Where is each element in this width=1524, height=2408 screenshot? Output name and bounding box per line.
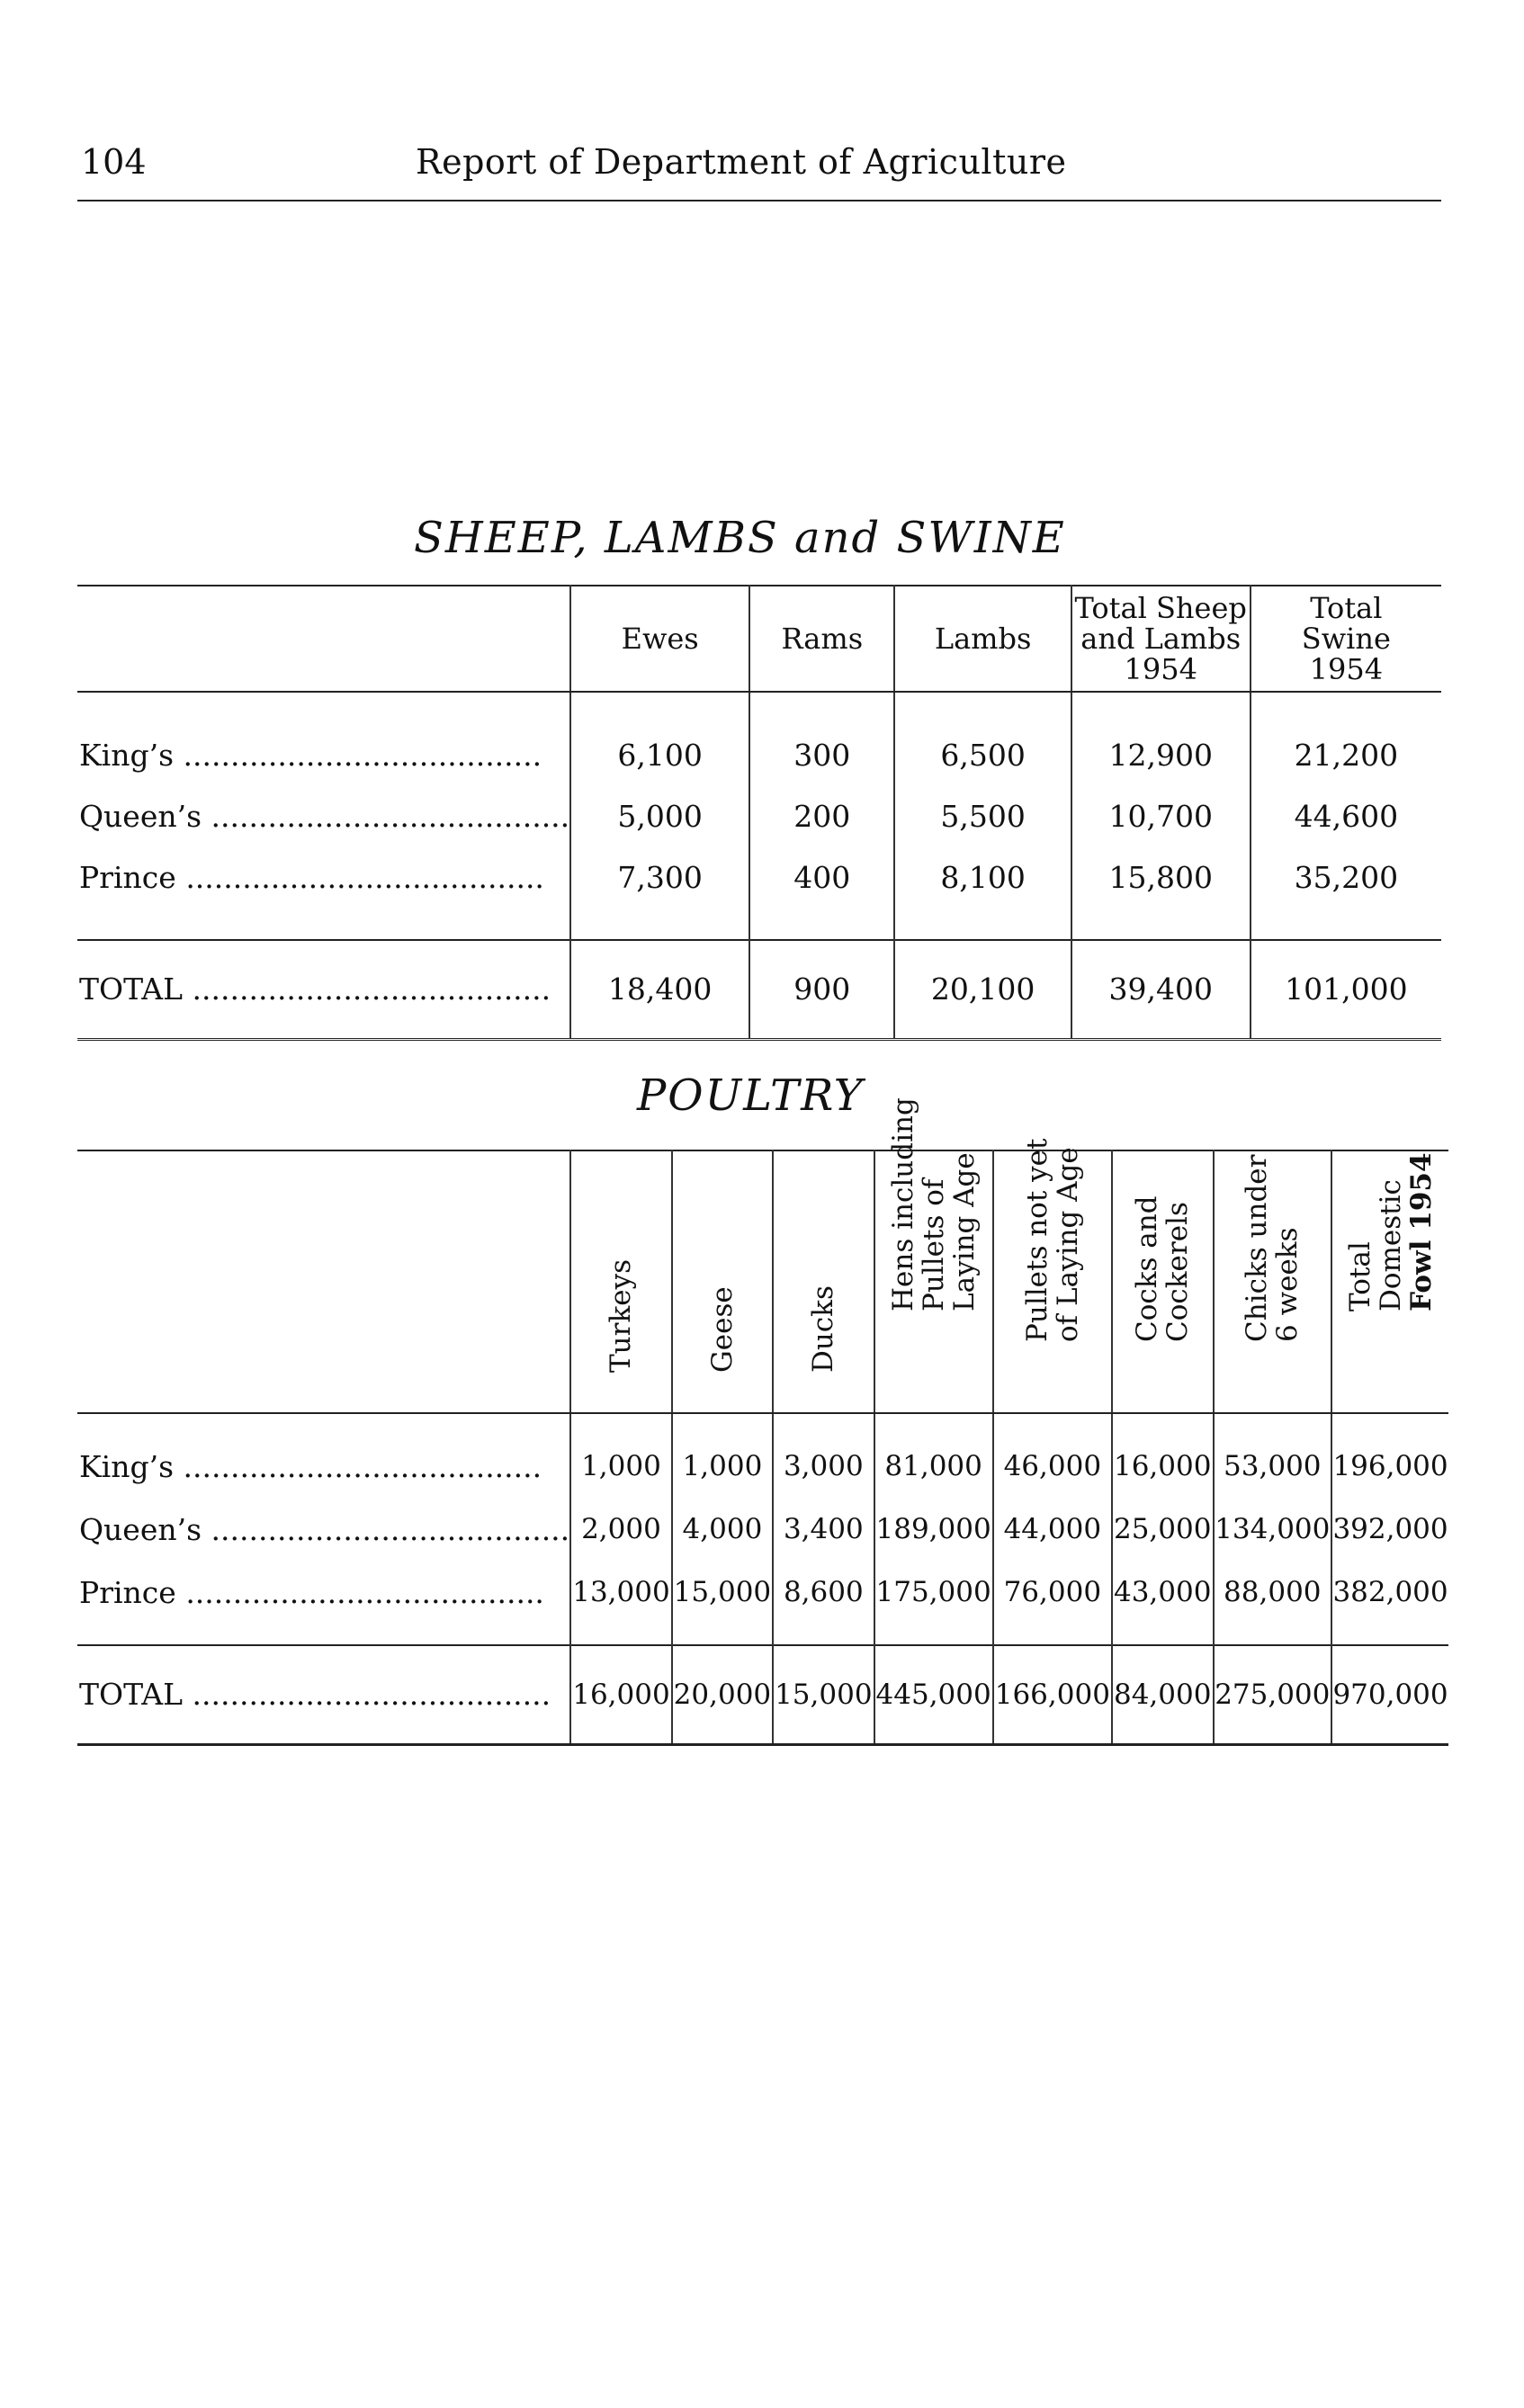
table-cell: 21,200 bbox=[1251, 724, 1441, 785]
col-header-line: 1954 bbox=[1309, 652, 1384, 686]
row-label bbox=[77, 785, 570, 846]
sheep-title-main: SHEEP, LAMBS bbox=[414, 513, 779, 563]
col-header-line: Total bbox=[1310, 591, 1383, 625]
table-cell: 12,900 bbox=[1071, 724, 1251, 785]
page-header bbox=[77, 135, 1441, 201]
table-cell: 10,700 bbox=[1071, 785, 1251, 846]
row-label-text: Queen’s bbox=[79, 798, 202, 834]
table-cell: 44,000 bbox=[993, 1498, 1112, 1561]
table-cell: 39,400 bbox=[1071, 940, 1251, 1039]
table-cell: 3,400 bbox=[773, 1498, 874, 1561]
table-cell: 16,000 bbox=[1112, 1435, 1214, 1498]
table-cell: 166,000 bbox=[993, 1645, 1112, 1744]
table-cell: 196,000 bbox=[1331, 1435, 1448, 1498]
table-cell: 35,200 bbox=[1251, 846, 1441, 908]
col-header-geese bbox=[672, 1150, 773, 1413]
table-cell: 81,000 bbox=[874, 1435, 993, 1498]
table-cell: 53,000 bbox=[1214, 1435, 1332, 1498]
spacer-row bbox=[77, 908, 1441, 940]
table-cell: 445,000 bbox=[874, 1645, 993, 1744]
row-label-text: TOTAL bbox=[79, 1677, 184, 1713]
sheep-title-and: and bbox=[794, 513, 882, 563]
col-header-total-swine bbox=[1251, 586, 1441, 692]
sheep-header-row bbox=[77, 586, 1441, 692]
col-header-line: Geese bbox=[705, 1286, 739, 1373]
col-header-line: 6 weeks bbox=[1271, 1227, 1304, 1342]
table-cell: 76,000 bbox=[993, 1561, 1112, 1624]
col-header-pullets bbox=[993, 1138, 1112, 1413]
table-cell: 900 bbox=[749, 940, 894, 1039]
table-cell: 84,000 bbox=[1112, 1645, 1214, 1744]
table-cell: 1,000 bbox=[570, 1435, 672, 1498]
col-header-line: Laying Age bbox=[947, 1152, 981, 1311]
leader-dots: ...................................... bbox=[211, 798, 570, 834]
running-title: Report of Department of Agriculture bbox=[416, 142, 1067, 182]
poultry-section-title: POULTRY bbox=[637, 1070, 865, 1121]
col-header-line: Ewes bbox=[621, 622, 699, 656]
table-row bbox=[77, 1498, 1448, 1561]
col-header-line: Domestic bbox=[1374, 1179, 1407, 1311]
col-header-turkeys bbox=[570, 1150, 672, 1413]
leader-dots: ...................................... bbox=[192, 971, 551, 1007]
col-header-total-fowl bbox=[1331, 1150, 1448, 1413]
spacer-row bbox=[77, 692, 1441, 724]
row-label-text: King’s bbox=[79, 737, 175, 773]
leader-dots: ...................................... bbox=[185, 1574, 544, 1610]
table-cell: 200 bbox=[749, 785, 894, 846]
col-header-line: Lambs bbox=[934, 622, 1032, 656]
col-header-line: 1954 bbox=[1124, 652, 1197, 686]
col-header-line: Ducks bbox=[807, 1285, 840, 1373]
leader-dots: ...................................... bbox=[185, 859, 544, 895]
page-number: 104 bbox=[81, 142, 147, 182]
table-cell: 400 bbox=[749, 846, 894, 908]
row-label-text: Prince bbox=[79, 859, 176, 895]
table-cell: 970,000 bbox=[1331, 1645, 1448, 1744]
table-cell: 8,600 bbox=[773, 1561, 874, 1624]
col-header-line: Cocks and bbox=[1131, 1195, 1164, 1342]
col-header-line: Cockerels bbox=[1161, 1202, 1195, 1342]
col-header-total-sheep bbox=[1071, 586, 1251, 692]
row-label bbox=[77, 724, 570, 785]
table-cell: 15,000 bbox=[773, 1645, 874, 1744]
col-header-line: Total bbox=[1343, 1241, 1376, 1311]
table-cell: 13,000 bbox=[570, 1561, 672, 1624]
leader-dots: ...................................... bbox=[183, 1448, 542, 1484]
col-header-line: Pullets of bbox=[917, 1178, 950, 1311]
col-header-line: and Lambs bbox=[1080, 622, 1242, 656]
sheep-title-end: SWINE bbox=[896, 513, 1066, 563]
row-label-text: TOTAL bbox=[79, 971, 184, 1007]
table-cell: 43,000 bbox=[1112, 1561, 1214, 1624]
row-label-text: Prince bbox=[79, 1574, 176, 1610]
table-cell: 8,100 bbox=[894, 846, 1071, 908]
col-header-ewes bbox=[570, 586, 749, 692]
leader-dots: ...................................... bbox=[192, 1677, 551, 1713]
col-header-line: Hens including bbox=[886, 1097, 919, 1311]
spacer-row bbox=[77, 1413, 1448, 1435]
sheep-table bbox=[77, 585, 1441, 1052]
table-cell: 15,800 bbox=[1071, 846, 1251, 908]
row-label bbox=[77, 1498, 570, 1561]
sheep-section-title bbox=[414, 513, 1066, 563]
table-cell: 5,000 bbox=[570, 785, 749, 846]
total-row bbox=[77, 1645, 1448, 1744]
leader-dots: ...................................... bbox=[211, 1511, 570, 1547]
total-row bbox=[77, 940, 1441, 1039]
table-row bbox=[77, 724, 1441, 785]
col-header-line: Turkeys bbox=[605, 1258, 638, 1373]
col-header-lambs bbox=[894, 586, 1071, 692]
table-row bbox=[77, 1561, 1448, 1624]
row-label-text: Queen’s bbox=[79, 1511, 202, 1547]
table-cell: 392,000 bbox=[1331, 1498, 1448, 1561]
table-cell: 15,000 bbox=[672, 1561, 773, 1624]
table-cell: 25,000 bbox=[1112, 1498, 1214, 1561]
poultry-header-stub bbox=[77, 1150, 570, 1413]
table-cell: 275,000 bbox=[1214, 1645, 1332, 1744]
table-cell: 46,000 bbox=[993, 1435, 1112, 1498]
col-header-hens bbox=[874, 1097, 993, 1413]
col-header-line: Total Sheep bbox=[1074, 591, 1247, 625]
table-cell: 16,000 bbox=[570, 1645, 672, 1744]
col-header-line: Swine bbox=[1301, 622, 1391, 656]
poultry-table bbox=[77, 1097, 1448, 1755]
row-label bbox=[77, 1435, 570, 1498]
table-cell: 175,000 bbox=[874, 1561, 993, 1624]
col-header-line: of Laying Age bbox=[1051, 1147, 1084, 1342]
table-cell: 20,100 bbox=[894, 940, 1071, 1039]
table-cell: 101,000 bbox=[1251, 940, 1441, 1039]
table-footer-rule bbox=[77, 1744, 1448, 1755]
row-label bbox=[77, 846, 570, 908]
table-cell: 44,600 bbox=[1251, 785, 1441, 846]
table-footer-rule bbox=[77, 1039, 1441, 1052]
table-cell: 3,000 bbox=[773, 1435, 874, 1498]
table-cell: 20,000 bbox=[672, 1645, 773, 1744]
table-cell: 189,000 bbox=[874, 1498, 993, 1561]
col-header-line: Pullets not yet bbox=[1020, 1138, 1053, 1342]
table-cell: 6,100 bbox=[570, 724, 749, 785]
row-label bbox=[77, 1561, 570, 1624]
leader-dots: ...................................... bbox=[183, 737, 542, 773]
table-row bbox=[77, 846, 1441, 908]
table-row bbox=[77, 1435, 1448, 1498]
col-header-rams bbox=[749, 586, 894, 692]
table-cell: 4,000 bbox=[672, 1498, 773, 1561]
table-cell: 1,000 bbox=[672, 1435, 773, 1498]
row-label bbox=[77, 940, 570, 1039]
col-header-line: Fowl 1954 bbox=[1404, 1152, 1438, 1311]
table-row bbox=[77, 785, 1441, 846]
col-header-line: Chicks under bbox=[1241, 1154, 1274, 1342]
poultry-header-row bbox=[77, 1150, 1448, 1413]
row-label-text: King’s bbox=[79, 1448, 175, 1484]
col-header-chicks bbox=[1214, 1150, 1332, 1413]
table-cell: 88,000 bbox=[1214, 1561, 1332, 1624]
table-cell: 2,000 bbox=[570, 1498, 672, 1561]
col-header-ducks bbox=[773, 1150, 874, 1413]
table-cell: 382,000 bbox=[1331, 1561, 1448, 1624]
table-cell: 134,000 bbox=[1214, 1498, 1332, 1561]
table-cell: 5,500 bbox=[894, 785, 1071, 846]
row-label bbox=[77, 1645, 570, 1744]
table-cell: 300 bbox=[749, 724, 894, 785]
col-header-line: Rams bbox=[781, 622, 864, 656]
table-cell: 18,400 bbox=[570, 940, 749, 1039]
table-cell: 7,300 bbox=[570, 846, 749, 908]
spacer-row bbox=[77, 1624, 1448, 1645]
table-cell: 6,500 bbox=[894, 724, 1071, 785]
sheep-header-stub bbox=[77, 586, 570, 692]
col-header-cocks bbox=[1112, 1150, 1214, 1413]
